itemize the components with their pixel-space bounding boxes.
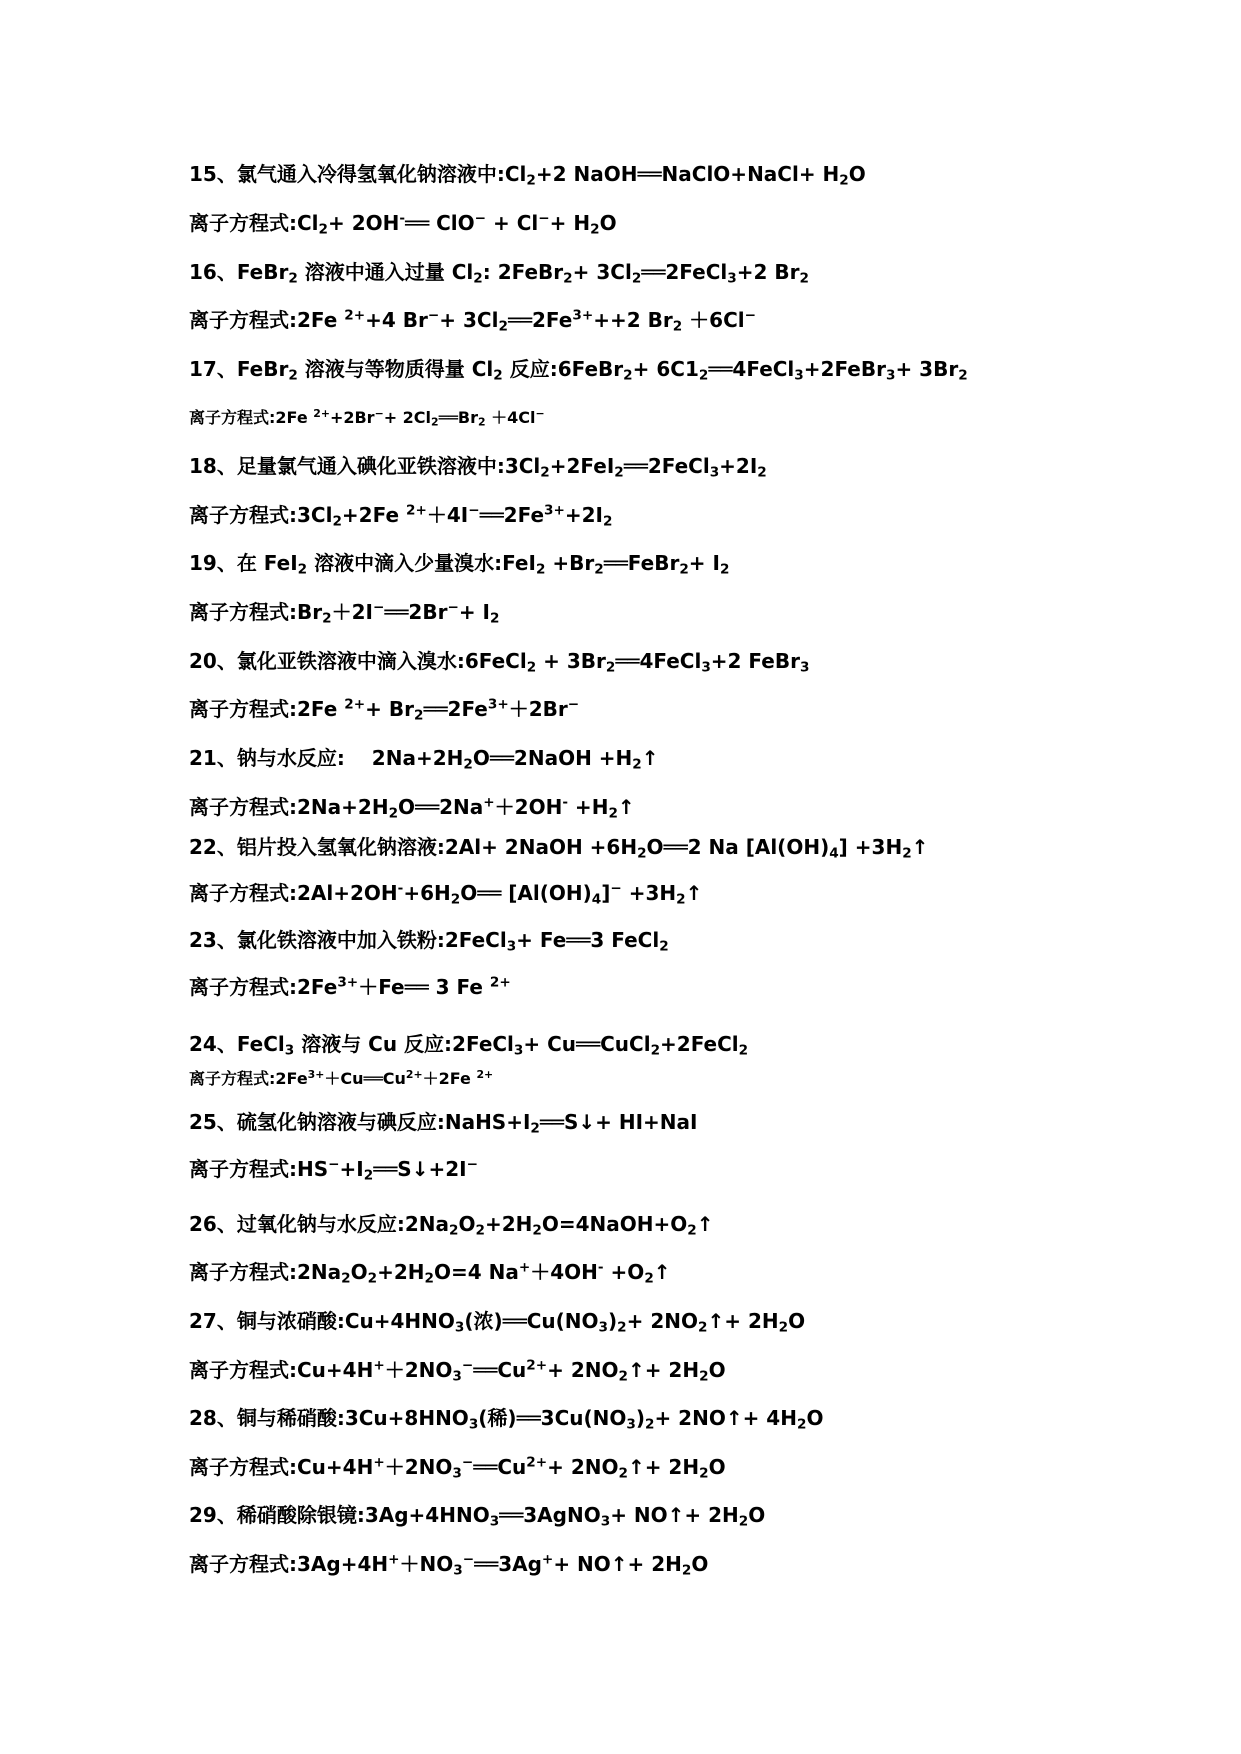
eq-25-title: 25、硫氢化钠溶液与碘反应$:NaHS+I_2══S↓+ HI+NaI$ bbox=[189, 1110, 698, 1137]
eq-19-title: 19、在 FeI$_2$ 溶液中滴入少量溴水:FeI$_2$ $+Br_2══FeBr_2+ I_2$ bbox=[189, 551, 730, 578]
eq-22-title: 22、铝片投入氢氧化钠溶液:2Al+ 2NaOH $+6H_2O══2$ Na $[Al(OH)_4]$ $+3H_2↑$ bbox=[189, 835, 929, 862]
eq-15-ionic: 离子方程式$:Cl_2+$ 2OH-══ $ClO^- + Cl^-+ H_2O$ bbox=[189, 210, 617, 238]
eq-20-title: 20、氯化亚铁溶液中滴入溴水:6FeCl$_2$ + $3Br_2══4FeCl_3+2$ FeBr$_3$ bbox=[189, 649, 810, 676]
eq-26-ionic: 离子方程式$:2Na_2O_2+2H_2O=4$ $Na^++4OH^- +O_2↑$ bbox=[189, 1259, 671, 1287]
eq-29-ionic: 离子方程式$:3Ag+4H^++NO_3^-══3Ag^++$ NO↑+ $2H_2O$ bbox=[189, 1551, 709, 1579]
eq-21-ionic: 离子方程式$:2Na+2H_2O══2Na^++2OH^-$ $+H_2↑$ bbox=[189, 794, 635, 822]
eq-15-title: 15、氯气通入冷得氢氧化钠溶液中$:Cl_2+2$ NaOH══NaClO+NaCl+ $H_2O$ bbox=[189, 162, 866, 189]
eq-27-ionic: 离子方程式$:Cu+4H^++2NO_3^-══Cu^{2+}+$ $2NO_2↑+ 2H_2O$ bbox=[189, 1357, 726, 1385]
eq-18-ionic: 离子方程式$:3Cl_2+2Fe$ $^{2+}+4I^-══2Fe^{3+}+2I_2$ bbox=[189, 502, 613, 530]
eq-19-ionic: 离子方程式$:Br_2+2I^-══2Br^-+ I_2$ bbox=[189, 599, 500, 627]
eq-18-title: 18、足量氯气通入碘化亚铁溶液中$:3Cl_2+2FeI_2══2FeCl_3+2I_2$ bbox=[189, 454, 767, 481]
eq-20-ionic: 离子方程式:2Fe $^{2+}+ Br_2══2Fe^{3+}+2Br^-$ bbox=[189, 696, 580, 724]
eq-29-title: 29、稀硝酸除银镜$:3Ag+4HNO_3══3AgNO_3+$ NO↑+ $2H_2O$ bbox=[189, 1503, 766, 1530]
eq-28-ionic: 离子方程式$:Cu+4H^++2NO_3^-══Cu^{2+}+$ $2NO_2↑+ 2H_2O$ bbox=[189, 1454, 726, 1482]
eq-16-title: 16、FeBr$_2$ 溶液中通入过量 $Cl_2$: 2FeBr$_2$+ $3Cl_2══2FeCl_3+2$ $Br_2$ bbox=[189, 260, 809, 287]
eq-22-ionic: 离子方程式$:2Al+2OH^-+6H_2O══$ $[Al(OH)_4]^-$ $+3H_2↑$ bbox=[189, 880, 703, 908]
eq-27-title: 27、铜与浓硝酸$:Cu+4HNO_3$(浓)$══Cu(NO_3)_2+$ $2NO_2↑+ 2H_2O$ bbox=[189, 1309, 806, 1336]
eq-26-title: 26、过氧化钠与水反应$:2Na_2O_2+2H_2O=4NaOH+O_2↑$ bbox=[189, 1212, 714, 1239]
eq-16-ionic: 离子方程式:2Fe $^{2+}$+4 $Br^-+ 3Cl_2══2Fe^{3+}++2$ $Br_2 +6Cl^-$ bbox=[189, 307, 757, 335]
eq-24-title: 24、FeCl$_3$ 溶液与 Cu 反应:2FeCl$_3$+ Cu══CuCl$_2$+2FeCl$_2$ bbox=[189, 1032, 749, 1059]
eq-17-ionic: 离子方程式:2Fe $^{2+}+2Br^-+ 2Cl_2══Br_2 +4Cl^-$ bbox=[189, 407, 545, 429]
eq-17-title: 17、FeBr$_2$ 溶液与等物质得量 $Cl_2$ 反应:6FeBr$_2$+ $6C1_2══4FeCl_3+2FeBr_3+ 3Br_2$ bbox=[189, 357, 968, 384]
eq-24-ionic: 离子方程式$:2Fe^{3+}+Cu══Cu^{2+}+2Fe$ $^{2+}$ bbox=[189, 1068, 494, 1088]
eq-21-title: 21、钠与水反应: $2Na+2H_2O══2NaOH$ $+H_2↑$ bbox=[189, 746, 659, 773]
eq-25-ionic: 离子方程式$:HS^-+I_2══S↓+2I^-$ bbox=[189, 1156, 478, 1184]
eq-23-title: 23、氯化铁溶液中加入铁粉:2FeCl$_3$+ Fe══3 FeCl$_2$ bbox=[189, 928, 669, 955]
eq-23-ionic: 离子方程式$:2Fe^{3+}+Fe══$ 3 Fe $^{2+}$ bbox=[189, 974, 511, 999]
eq-28-title: 28、铜与稀硝酸$:3Cu+8HNO_3$(稀)$══3Cu(NO_3)_2+$ 2NO↑+ $4H_2O$ bbox=[189, 1406, 824, 1433]
